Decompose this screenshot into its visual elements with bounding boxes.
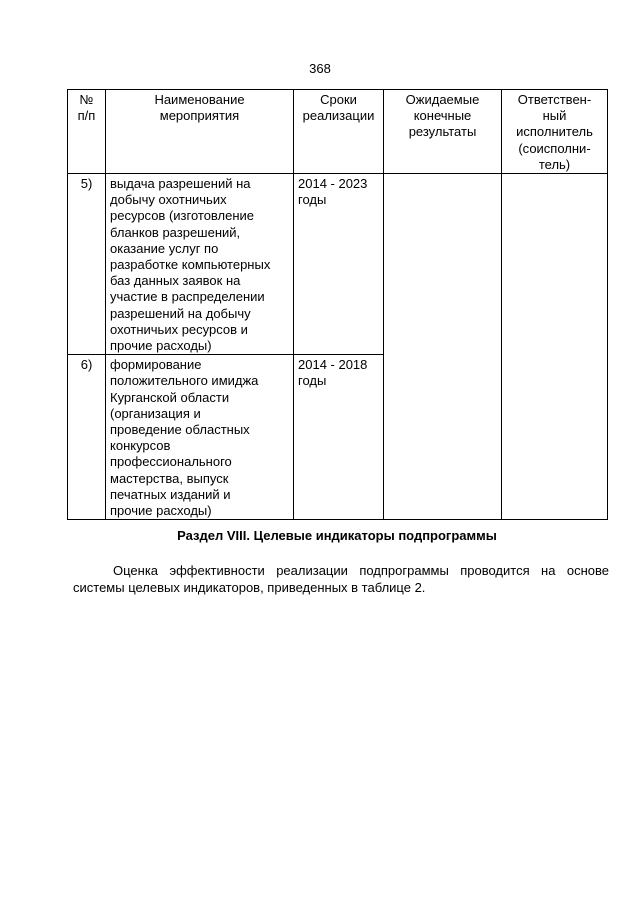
- header-number: № п/п: [68, 90, 106, 174]
- table-header-row: [68, 90, 608, 174]
- header-term: Сроки реализации: [294, 90, 384, 174]
- body-paragraph: Оценка эффективности реализации подпрограммы проводится на основе системы целевых индикаторов, приведенных в таблице 2.: [73, 563, 609, 595]
- header-name: Наименование мероприятия: [106, 90, 294, 174]
- header-results: Ожидаемые конечные результаты: [384, 90, 502, 174]
- row-executor-cell: [502, 174, 608, 520]
- table-row: [68, 174, 608, 355]
- row-term: 2014 - 2018 годы: [294, 355, 384, 520]
- row-name: формирование положительного имиджа Курганской области (организация и проведение областных конкурсов профессионального мастерства, выпуск печатных изданий и прочие расходы): [106, 355, 294, 520]
- row-name: выдача разрешений на добычу охотничьих ресурсов (изготовление бланков разрешений, оказание услуг по разработке компьютерных баз данных заявок на участие в распределении разрешений на добычу охотничьих ресурсов и прочие расходы): [106, 174, 294, 355]
- page-number: 368: [309, 61, 331, 76]
- row-results-cell: [384, 174, 502, 520]
- section-heading: Раздел VIII. Целевые индикаторы подпрограммы: [177, 528, 497, 543]
- header-executor: Ответствен- ный исполнитель (соисполни- тель): [502, 90, 608, 174]
- row-number: 5): [68, 174, 106, 355]
- measures-table: [67, 89, 608, 520]
- row-number: 6): [68, 355, 106, 520]
- row-term: 2014 - 2023 годы: [294, 174, 384, 355]
